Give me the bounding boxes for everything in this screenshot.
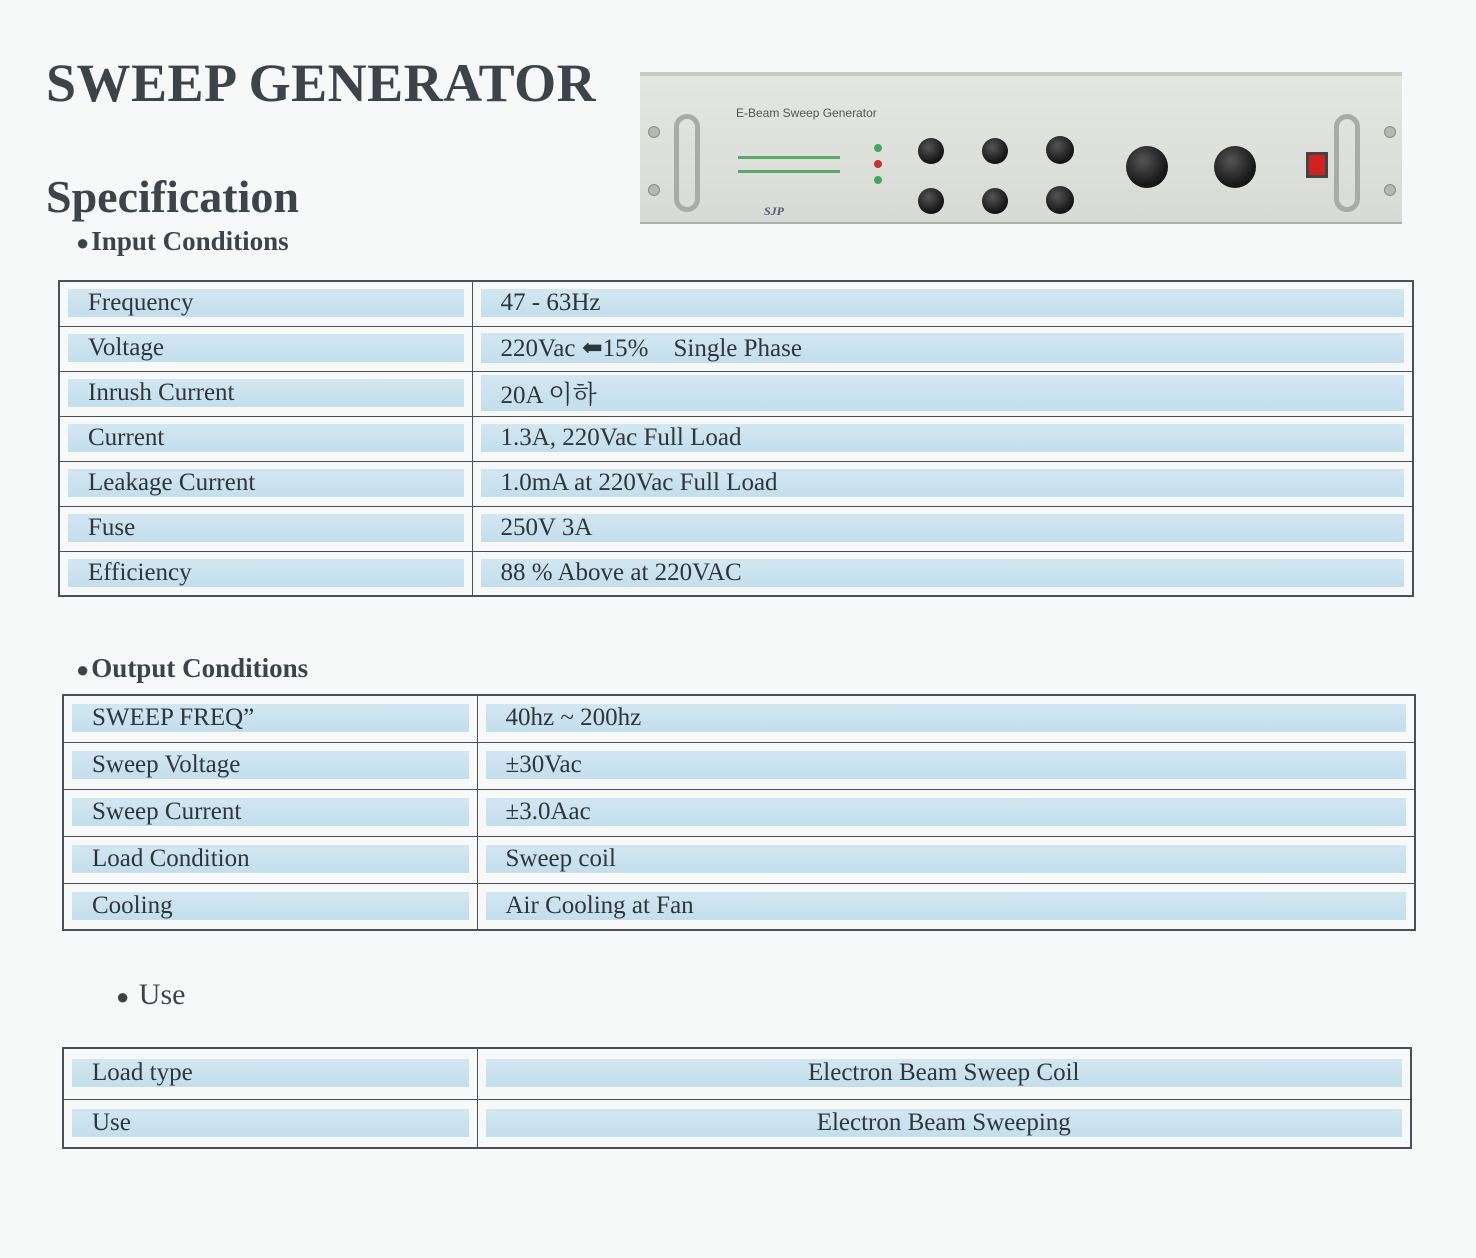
table-cell-value: 250V 3A <box>472 506 1413 551</box>
table-cell-value: 88 % Above at 220VAC <box>472 551 1413 596</box>
table-row <box>63 1048 1411 1099</box>
power-switch-icon <box>1306 152 1328 178</box>
table-row <box>59 281 1413 326</box>
table-cell-value: 220Vac ⬅15% Single Phase <box>472 326 1413 371</box>
page-title: SWEEP GENERATOR <box>46 53 597 113</box>
knob-icon <box>982 138 1008 164</box>
table-cell-label: Sweep Current <box>63 789 477 836</box>
table-cell-value: Air Cooling at Fan <box>477 883 1415 930</box>
table-row <box>59 461 1413 506</box>
table-row <box>63 695 1415 742</box>
table-cell-value: ±30Vac <box>477 742 1415 789</box>
table-cell-label: Voltage <box>59 326 472 371</box>
section-heading-output-label: Output Conditions <box>91 653 309 683</box>
knob-icon <box>918 188 944 214</box>
left-handle-icon <box>674 114 700 212</box>
table-cell-value: 40hz ~ 200hz <box>477 695 1415 742</box>
table-cell-value: 20A 이하 <box>472 371 1413 416</box>
table-cell-value: ±3.0Aac <box>477 789 1415 836</box>
sweep-generator-device-image <box>640 72 1402 222</box>
table-cell-label: Sweep Voltage <box>63 742 477 789</box>
table-cell-label: Load Condition <box>63 836 477 883</box>
table-row <box>59 506 1413 551</box>
bullet-icon: ● <box>76 657 90 682</box>
table-row <box>63 1099 1411 1148</box>
table-cell-label: Fuse <box>59 506 472 551</box>
table-cell-label: Use <box>63 1099 477 1148</box>
device-label: E-Beam Sweep Generator <box>736 106 877 120</box>
table-row <box>59 371 1413 416</box>
use-table <box>62 1047 1412 1149</box>
table-row <box>63 742 1415 789</box>
meter-bar-icon <box>738 170 840 173</box>
led-red-icon <box>874 160 882 168</box>
knob-icon <box>982 188 1008 214</box>
table-cell-value: 1.3A, 220Vac Full Load <box>472 416 1413 461</box>
table-cell-label: Inrush Current <box>59 371 472 416</box>
screw-icon <box>1384 184 1396 196</box>
table-cell-label: SWEEP FREQ” <box>63 695 477 742</box>
knob-icon <box>918 138 944 164</box>
knob-icon <box>1046 186 1074 214</box>
table-cell-label: Load type <box>63 1048 477 1099</box>
right-handle-icon <box>1334 114 1360 212</box>
table-cell-value: Sweep coil <box>477 836 1415 883</box>
led-green-icon <box>874 144 882 152</box>
section-heading-input-label: Input Conditions <box>91 226 289 256</box>
knob-icon <box>1046 136 1074 164</box>
section-heading-input <box>76 226 289 257</box>
screw-icon <box>648 126 660 138</box>
table-cell-value: Electron Beam Sweeping <box>477 1099 1411 1148</box>
bullet-icon: ● <box>76 230 90 255</box>
mode-knob-icon <box>1126 146 1168 188</box>
frequency-knob-icon <box>1214 146 1256 188</box>
table-row <box>59 416 1413 461</box>
section-heading-output <box>76 653 308 684</box>
table-cell-value: 47 - 63Hz <box>472 281 1413 326</box>
output-conditions-table <box>62 694 1416 931</box>
table-cell-value: 1.0mA at 220Vac Full Load <box>472 461 1413 506</box>
led-green-icon <box>874 176 882 184</box>
table-cell-label: Current <box>59 416 472 461</box>
device-logo: SJP <box>764 204 785 218</box>
meter-bar-icon <box>738 156 840 159</box>
table-cell-label: Cooling <box>63 883 477 930</box>
table-row <box>59 326 1413 371</box>
table-cell-label: Leakage Current <box>59 461 472 506</box>
table-cell-value: Electron Beam Sweep Coil <box>477 1048 1411 1099</box>
table-cell-label: Efficiency <box>59 551 472 596</box>
table-cell-label: Frequency <box>59 281 472 326</box>
section-title-specification: Specification <box>46 171 299 222</box>
input-conditions-table <box>58 280 1414 597</box>
section-heading-use-label: Use <box>138 978 186 1011</box>
table-row <box>63 883 1415 930</box>
screw-icon <box>1384 126 1396 138</box>
table-row <box>59 551 1413 596</box>
table-row <box>63 789 1415 836</box>
table-row <box>63 836 1415 883</box>
bullet-icon: ● <box>116 984 130 1009</box>
screw-icon <box>648 184 660 196</box>
section-heading-use <box>116 978 185 1012</box>
